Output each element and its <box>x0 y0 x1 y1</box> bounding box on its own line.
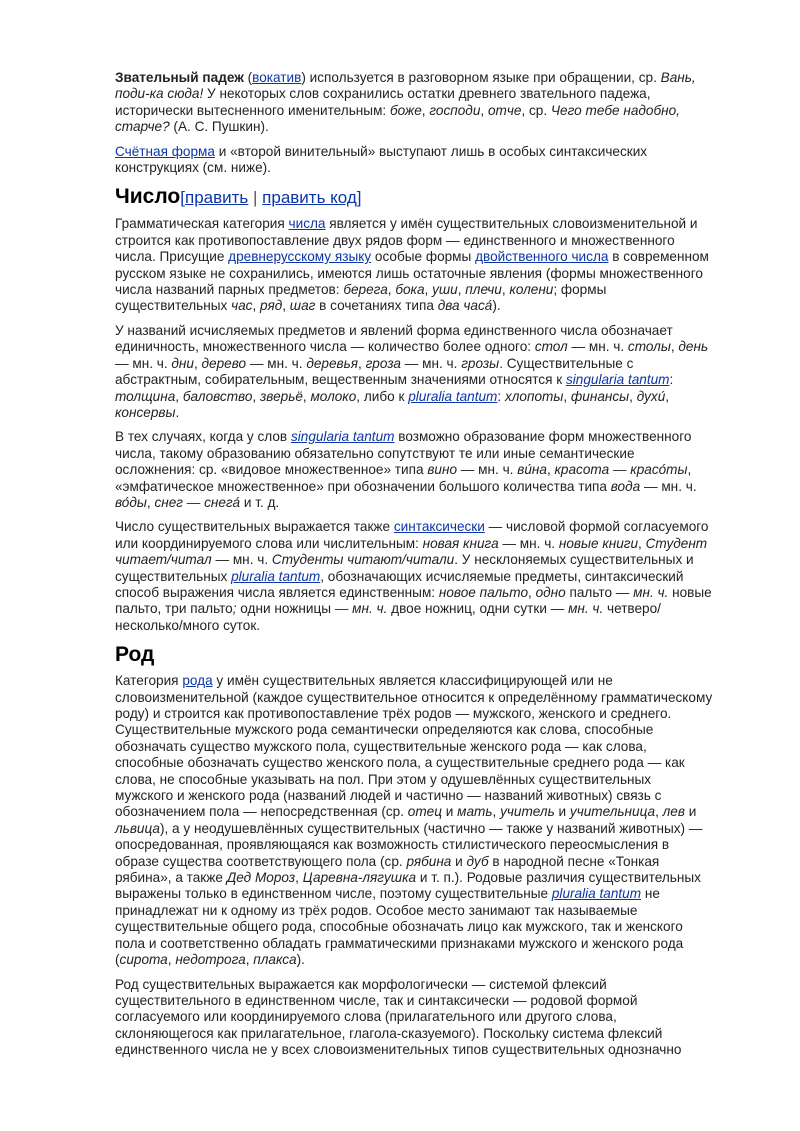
link-chisla[interactable]: числа <box>288 216 326 232</box>
link-pluralia-tantum[interactable]: pluralia tantum <box>231 568 321 584</box>
paragraph-count-form: Счётная форма и «второй винительный» выступают лишь в особых синтаксических конструкциях (см. ниже). <box>115 143 648 176</box>
link-singularia-tantum[interactable]: singularia tantum <box>565 372 670 388</box>
edit-section-links: [править | править код] <box>180 188 362 208</box>
paragraph-number-3: В тех случаях, когда у слов singularia tantum возможно образование форм множественного числа, такому образованию обязательно сопутствуют те или иные семантические осложнения: ср. «видовое множественное» типа вино — мн. ч. ви́на, красота — красо́ты, «эмфатическое множественное» при обозначении большого количества типа вода — мн. ч. во́ды, снег — снега́ и т. д. <box>115 429 697 510</box>
paragraph-gender-1: Категория рода у имён существительных является классифицирующей или не словоизменительной (каждое существительное относится к определённому грамматическому роду) и строится как противопоставление трёх родов — мужского, женского и среднего. Существительные мужского рода семантически определяются как слова, способные обозначать существо мужского пола, существительные женского рода — как слова, способные обозначать существо женского пола, а существительные среднего рода — как слова, не способные указывать на пол. При этом у одушевлённых существительных мужского и женского рода (названий людей и частично — названий животных) связь с обозначением пола — непосредственная (ср. отец и мать, учитель и учительница, лев и львица), а у неодушевлённых существительных (частично — также у названий животных) — опосредованная, проявляющаяся как возможность стилистического переосмысления в образе существа соответствующего пола (ср. рябина и дуб в народной песне «Тонкая рябина», а также Дед Мороз, Царевна-лягушка и т. п.). Родовые различия существительных выражены только в единственном числе, поэтому существительные pluralia tantum не принадлежат ни к одному из трёх родов. Особое место занимают так называемые существительные общего рода, способные обозначать лицо как мужского, так и женского пола и соответственно обладать грамматическими признаками мужского и женского рода (сирота, недотрога, плакса). <box>115 673 713 968</box>
term-vocative: Звательный падеж <box>115 70 244 85</box>
link-singularia-tantum[interactable]: singularia tantum <box>290 429 395 445</box>
link-roda[interactable]: рода <box>182 673 213 689</box>
heading-gender <box>115 642 713 668</box>
edit-code-link[interactable]: править код <box>262 188 357 208</box>
heading-number <box>115 184 713 211</box>
heading-gender-title: Род <box>115 643 155 667</box>
paragraph-number-1: Грамматическая категория числа является у имён существительных словоизменительной и строится как противопоставление двух рядов форм — единственного и множественного числа. Присущие древнерусскому языку особые формы двойственного числа в современном русском языке не сохранились, имеются лишь остаточные явления (формы множественного числа названий парных предметов: берега, бока, уши, плечи, колени; формы существительных час, ряд, шаг в сочетаниях типа два часа́). <box>115 216 709 314</box>
link-drevnerusskomu-yazyku[interactable]: древнерусскому языку <box>228 249 372 265</box>
link-dvoystvennogo-chisla[interactable]: двойственного числа <box>475 249 609 265</box>
link-sintaksicheski[interactable]: синтаксически <box>393 519 485 535</box>
paragraph-gender-2: Род существительных выражается как морфологически — системой флексий существительного в единственном числе, так и синтаксически — родовой формой согласуемого или координируемого слова (прилагательного или другого слова, склоняющегося как прилагательное, глагола-сказуемого). Поскольку система флексий единственного числа не у всех словоизменительных типов существительных однозначно <box>115 976 682 1058</box>
link-vokativ[interactable]: вокатив <box>252 70 302 85</box>
link-schetnaya-forma[interactable]: Счётная форма <box>115 143 215 159</box>
paragraph-number-4: Число существительных выражается также синтаксически — числовой формой согласуемого или координируемого слова или числительным: новая книга — мн. ч. новые книги, Студент читает/читал — мн. ч. Студенты читают/читали. У несклоняемых существительных и существительных pluralia tantum, обозначающих исчисляемые предметы, синтаксический способ выражения числа является единственным: новое пальто, одно пальто — мн. ч. новые пальто, три пальто; одни ножницы — мн. ч. двое ножниц, одни сутки — мн. ч. четверо/несколько/много суток. <box>115 519 712 633</box>
heading-number-title: Число <box>115 185 181 209</box>
article-body <box>115 70 713 1067</box>
link-pluralia-tantum[interactable]: pluralia tantum <box>408 388 498 404</box>
paragraph-vocative: Звательный падеж (вокатив) используется в разговорном языке при обращении, ср. Вань, поди-ка сюда! У некоторых слов сохранились остатки древнего звательного падежа, исторически вытесненного именительным: боже, господи, отче, ср. Чего тебе надобно, старче? (А. С. Пушкин). <box>115 70 696 135</box>
link-pluralia-tantum[interactable]: pluralia tantum <box>551 886 642 902</box>
paragraph-number-2: У названий исчисляемых предметов и явлений форма единственного числа обозначает единичность, множественного числа — количество более одного: стол — мн. ч. столы, день — мн. ч. дни, дерево — мн. ч. деревья, гроза — мн. ч. грозы. Существительные с абстрактным, собирательным, вещественным значениями относятся к singularia tantum: толщина, баловство, зверьё, молоко, либо к pluralia tantum: хлопоты, финансы, духи́, консервы. <box>115 322 709 420</box>
edit-link[interactable]: править <box>184 188 249 208</box>
